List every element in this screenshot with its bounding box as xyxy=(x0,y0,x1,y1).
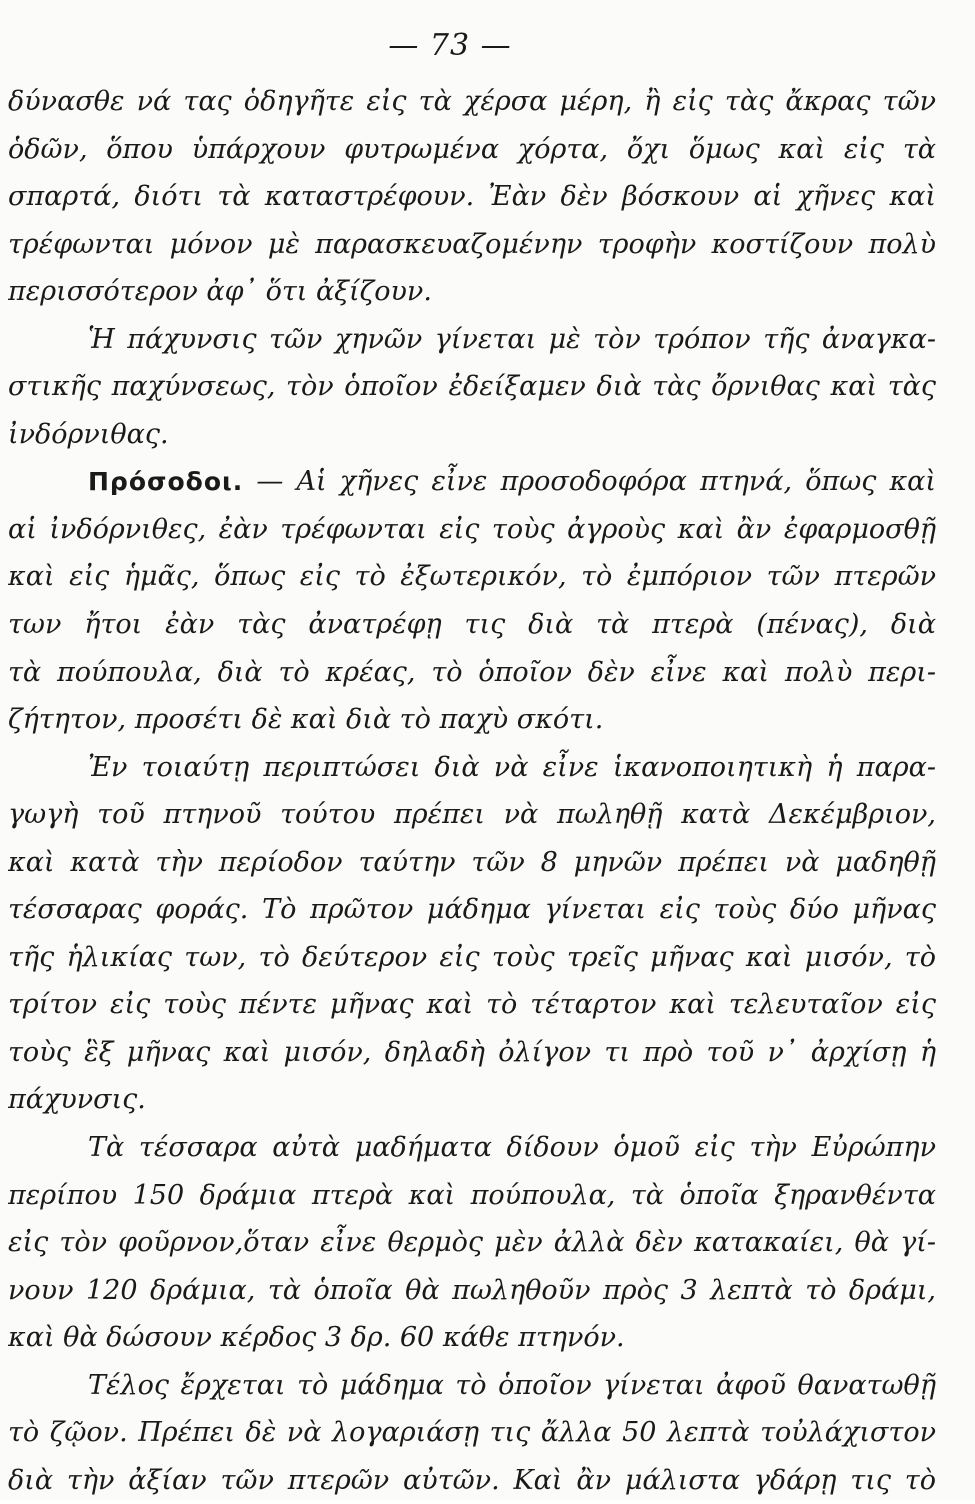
text-line: πάχυνσις. xyxy=(8,1084,146,1116)
text-line: τὸ ζῷον. Πρέπει δὲ νὰ λογαριάσῃ τις ἄλλα 50 λεπτὰ τοὐλάχιστον xyxy=(8,1417,936,1449)
page-number: — 73 — xyxy=(388,28,512,63)
text-line: — Αἱ χῆνες εἶνε προσοδοφόρα πτηνά, ὅπως καὶ xyxy=(256,466,936,498)
text-line: καὶ εἰς ἡμᾶς, ὅπως εἰς τὸ ἐξωτερικόν, τὸ ἐμπόριον τῶν πτερῶν xyxy=(8,561,936,593)
text-line: σπαρτά, διότι τὰ καταστρέφουν. Ἐὰν δὲν βόσκουν αἱ χῆνες καὶ xyxy=(8,181,936,213)
text-line: Ἐν τοιαύτῃ περιπτώσει διὰ νὰ εἶνε ἱκανοποιητικὴ ἡ παρα- xyxy=(88,751,936,783)
text-line: τέσσαρας φοράς. Τὸ πρῶτον μάδημα γίνεται εἰς τοὺς δύο μῆνας xyxy=(8,894,936,926)
text-line: περίπου 150 δράμια πτερὰ καὶ πούπουλα, τὰ ὁποῖα ξηρανθέντα xyxy=(8,1179,936,1211)
text-line: καὶ κατὰ τὴν περίοδον ταύτην τῶν 8 μηνῶν πρέπει νὰ μαδηθῇ xyxy=(8,846,936,878)
text-line: καὶ θὰ δώσουν κέρδος 3 δρ. 60 κάθε πτηνόν. xyxy=(8,1322,625,1354)
text-line: τρέφωνται μόνον μὲ παρασκευαζομένην τροφὴν κοστίζουν πολὺ xyxy=(8,228,936,260)
text-line: γωγὴ τοῦ πτηνοῦ τούτου πρέπει νὰ πωληθῇ κατὰ Δεκέμβριον, xyxy=(8,799,936,831)
text-line: Τέλος ἔρχεται τὸ μάδημα τὸ ὁποῖον γίνεται ἀφοῦ θανατωθῇ xyxy=(88,1369,936,1401)
page-body xyxy=(8,78,936,1504)
text-line: Ἡ πάχυνσις τῶν χηνῶν γίνεται μὲ τὸν τρόπον τῆς ἀναγκα- xyxy=(88,323,936,355)
text-line: δύνασθε νά τας ὁδηγῆτε εἰς τὰ χέρσα μέρη, ἢ εἰς τὰς ἄκρας τῶν xyxy=(8,86,936,117)
text-line: νουν 120 δράμια, τὰ ὁποῖα θὰ πωληθοῦν πρὸς 3 λεπτὰ τὸ δράμι, xyxy=(8,1274,936,1306)
text-line: τρίτον εἰς τοὺς πέντε μῆνας καὶ τὸ τέταρτον καὶ τελευταῖον εἰς xyxy=(8,989,936,1021)
text-line: τοὺς ἓξ μῆνας καὶ μισόν, δηλαδὴ ὀλίγον τι πρὸ τοῦ ν᾽ ἀρχίσῃ ἡ xyxy=(8,1036,936,1068)
text-line: ὁδῶν, ὅπου ὑπάρχουν φυτρωμένα χόρτα, ὄχι ὅμως καὶ εἰς τὰ xyxy=(8,133,936,165)
text-line: στικῆς παχύνσεως, τὸν ὁποῖον ἐδείξαμεν διὰ τὰς ὄρνιθας καὶ τὰς xyxy=(8,371,936,403)
text-line: τὰ πούπουλα, διὰ τὸ κρέας, τὸ ὁποῖον δὲν εἶνε καὶ πολὺ περι- xyxy=(8,656,936,688)
section-heading-line xyxy=(8,458,936,506)
text-line: διὰ τὴν ἀξίαν τῶν πτερῶν αὐτῶν. Καὶ ἂν μάλιστα γδάρῃ τις τὸ xyxy=(8,1464,936,1496)
section-heading: Πρόσοδοι. xyxy=(88,467,244,497)
text-line: των ἤτοι ἐὰν τὰς ἀνατρέφῃ τις διὰ τὰ πτερὰ (πένας), διὰ xyxy=(8,609,936,641)
text-line: περισσότερον ἀφ᾽ ὅτι ἀξίζουν. xyxy=(8,276,432,308)
text-line: αἱ ἰνδόρνιθες, ἐὰν τρέφωνται εἰς τοὺς ἀγροὺς καὶ ἂν ἐφαρμοσθῇ xyxy=(8,513,936,545)
text-line: εἰς τὸν φοῦρνον,ὅταν εἶνε θερμὸς μὲν ἀλλὰ δὲν κατακαίει, θὰ γί- xyxy=(8,1227,936,1259)
text-line: ζήτητον, προσέτι δὲ καὶ διὰ τὸ παχὺ σκότι. xyxy=(8,704,604,736)
text-line: Τὰ τέσσαρα αὐτὰ μαδήματα δίδουν ὁμοῦ εἰς τὴν Εὐρώπην xyxy=(88,1132,936,1164)
text-line: ἰνδόρνιθας. xyxy=(8,418,169,450)
text-line: τῆς ἡλικίας των, τὸ δεύτερον εἰς τοὺς τρεῖς μῆνας καὶ μισόν, τὸ xyxy=(8,941,936,973)
